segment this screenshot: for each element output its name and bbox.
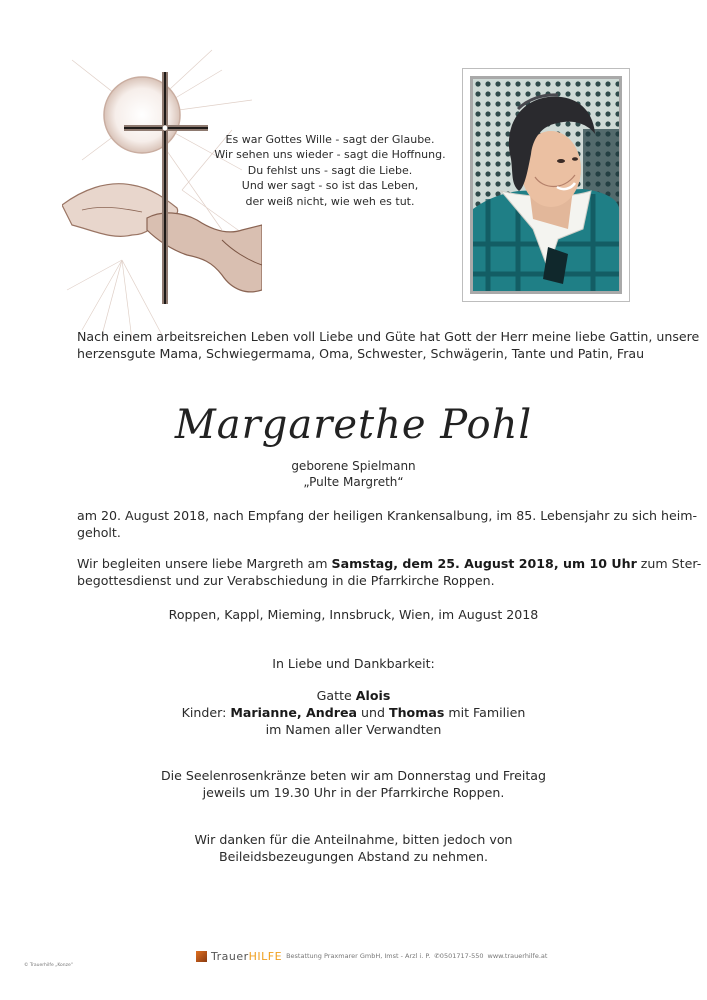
birth-name: geborene Spielmann (291, 459, 416, 473)
thanks-note (40, 831, 667, 865)
place-date: Roppen, Kappl, Mieming, Innsbruck, Wien, im August 2018 (168, 607, 539, 622)
death-line: geholt. (77, 525, 121, 540)
company-name: Bestattung Praxmarer GmbH, Imst - Arzl i. P. (286, 952, 431, 960)
relatives-line: im Namen aller Verwandten (265, 722, 442, 737)
intro-line: herzensgute Mama, Schwiegermama, Oma, Schwester, Schwägerin, Tante und Patin, Frau (77, 346, 645, 361)
nickname: „Pulte Margreth“ (303, 475, 404, 489)
mourners-heading: In Liebe und Dankbarkeit: (272, 656, 435, 671)
poem-line: der weiß nicht, wie weh es tut. (245, 194, 415, 208)
rosary-line: jeweils um 19.30 Uhr in der Pfarrkirche Roppen. (202, 785, 505, 800)
funeral-line: Wir begleiten unsere liebe Margreth am Samstag, dem 25. August 2018, um 10 Uhr zum Ster- (77, 556, 702, 571)
rosary-line: Die Seelenrosenkränze beten wir am Donnerstag und Freitag (160, 768, 547, 783)
funeral-line: begottesdienst und zur Verabschiedung in die Pfarrkirche Roppen. (77, 573, 495, 588)
death-paragraph (77, 507, 698, 541)
logo-hilfe: HILFE (248, 949, 283, 963)
intro-line: Nach einem arbeitsreichen Leben voll Liebe und Güte hat Gott der Herr meine liebe Gattin, unsere (77, 329, 700, 344)
children-names: Thomas (389, 705, 445, 720)
thanks-line: Wir danken für die Anteilnahme, bitten jedoch von (194, 832, 513, 847)
funeral-date: Samstag, dem 25. August 2018, um 10 Uhr (331, 556, 637, 571)
copyright-note: © Trauerhilfe „Konze“ (24, 963, 74, 968)
portrait-photo (473, 79, 619, 291)
poem (200, 132, 460, 209)
portrait-frame (462, 68, 630, 302)
deceased-name: Margarethe Pohl (174, 402, 533, 448)
funeral-paragraph (77, 555, 702, 589)
portrait-mat (470, 76, 622, 294)
phone-number: ✆0501717-550 (434, 952, 484, 960)
footer (196, 948, 547, 964)
poem-line: Es war Gottes Wille - sagt der Glaube. (225, 133, 435, 146)
portrait-image (473, 79, 619, 291)
poem-line: Du fehlst uns - sagt die Liebe. (247, 163, 413, 177)
spouse-name: Alois (355, 688, 391, 703)
rosary-info (40, 767, 667, 801)
sun-circle (104, 77, 180, 153)
thanks-line: Beileidsbezeugungen Abstand zu nehmen. (218, 849, 489, 864)
website-link[interactable]: www.trauerhilfe.at (487, 952, 548, 960)
intro-text (77, 328, 700, 362)
logo-trauer: Trauer (211, 949, 249, 963)
children-line: Kinder: Marianne, Andrea und Thomas mit Familien (181, 705, 526, 720)
poem-line: Und wer sagt - so ist das Leben, (241, 179, 419, 193)
children-names: Marianne, Andrea (230, 705, 358, 720)
spouse-line: Gatte Alois (316, 688, 391, 703)
death-line: am 20. August 2018, nach Empfang der heiligen Krankensalbung, im 85. Lebensjahr zu sich heim- (77, 508, 698, 523)
poem-line: Wir sehen uns wieder - sagt die Hoffnung. (214, 148, 446, 162)
trauerhilfe-logo-icon (196, 951, 207, 962)
mourners-list (40, 687, 667, 738)
deceased-details (100, 458, 607, 490)
